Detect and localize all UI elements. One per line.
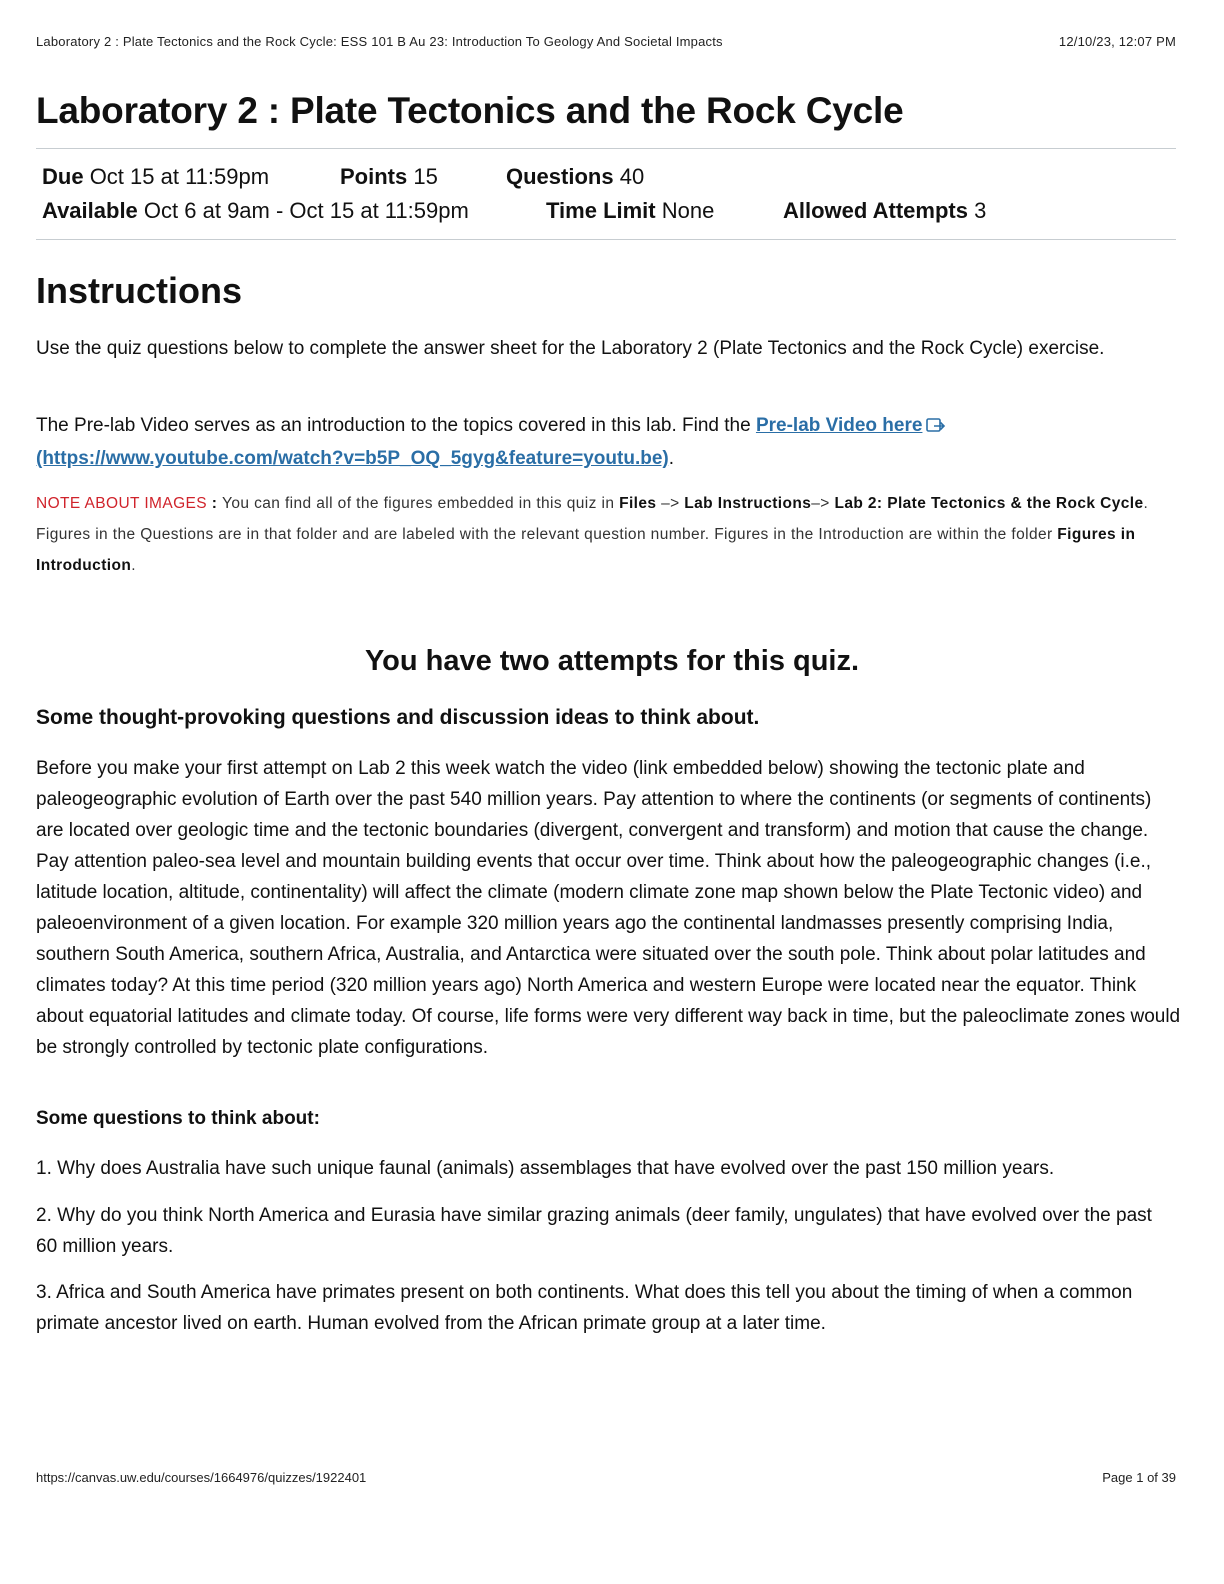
available-value: Oct 6 at 9am - Oct 15 at 11:59pm xyxy=(143,198,469,223)
question-1: 1. Why does Australia have such unique faunal (animals) assemblages that have evolved over the past 150 million years. xyxy=(36,1158,1055,1179)
print-header xyxy=(36,34,1176,49)
time-limit-value: None xyxy=(661,198,715,223)
note-end: . xyxy=(131,557,136,574)
note-arrow-2: –> xyxy=(811,495,835,512)
note-colon: : xyxy=(207,495,223,512)
instructions-paragraph-2 xyxy=(36,410,1176,474)
question-3: 3. Africa and South America have primates present on both continents. What does this tell you about the timing of when a common primate ancestor lived on earth. Human evolved from the African primate group at a later time. xyxy=(36,1282,1133,1334)
footer-url: https://canvas.uw.edu/courses/1664976/quizzes/1922401 xyxy=(36,1470,367,1485)
points-value: 15 xyxy=(413,164,438,189)
print-timestamp: 12/10/23, 12:07 PM xyxy=(1058,34,1176,49)
print-doc-title: Laboratory 2 : Plate Tectonics and the Rock Cycle: ESS 101 B Au 23: Introduction To Geology And Societal Impacts xyxy=(36,34,723,49)
note-folder: Lab 2: Plate Tectonics & the Rock Cycle xyxy=(834,495,1144,512)
available-label: Available xyxy=(42,198,138,223)
questions-info xyxy=(506,164,644,190)
note-about-images xyxy=(36,488,1176,581)
points-label: Points xyxy=(340,164,408,189)
prelab-text: The Pre-lab Video serves as an introduction to the topics covered in this lab. Find the xyxy=(36,415,756,436)
questions-label: Questions xyxy=(506,164,614,189)
divider-top xyxy=(36,148,1176,149)
page-number: Page 1 of 39 xyxy=(1102,1470,1176,1485)
print-footer xyxy=(36,1470,1176,1485)
instructions-paragraph-1: Use the quiz questions below to complete the answer sheet for the Laboratory 2 (Plate Tectonics and the Rock Cycle) exercise. xyxy=(36,338,1105,359)
body-paragraph: Before you make your first attempt on Lab 2 this week watch the video (link embedded below) showing the tectonic plate and paleogeographic evolution of Earth over the past 540 million years. Pay attention to where the continents (or segments of continents) are located over geologic time and the tectonic boundaries (divergent, convergent and transform) and motion that cause the change. Pay attention paleo-sea level and mountain building events that occur over time. Think about how the paleogeographic changes (i.e., latitude location, altitude, continentality) will affect the climate (modern climate zone map shown below the Plate Tectonic video) and paleoenvironment of a given location. For example 320 million years ago the continental landmasses presently comprising India, southern South America, southern Africa, Australia, and Antarctica were situated over the south pole. Think about polar latitudes and climates today? At this time period (320 million years ago) North America and western Europe were located near the equator. Think about equatorial latitudes and climate today. Of course, life forms were very different way back in time, but the paleoclimate zones would be strongly controlled by tectonic plate configurations. xyxy=(36,758,1181,1058)
note-text-1: You can find all of the figures embedded in this quiz in xyxy=(222,495,620,512)
page-title: Laboratory 2 : Plate Tectonics and the Rock Cycle xyxy=(36,90,904,131)
attempts-info xyxy=(783,198,986,224)
points-info xyxy=(340,164,438,190)
prelab-link-url[interactable]: (https://www.youtube.com/watch?v=b5P_OQ_5gyg&feature=youtu.be) xyxy=(36,448,669,469)
attempts-heading: You have two attempts for this quiz. xyxy=(364,645,860,677)
prelab-link-text[interactable]: Pre-lab Video here xyxy=(755,415,923,436)
note-arrow-1: –> xyxy=(656,495,685,512)
external-link-icon xyxy=(926,412,946,443)
due-value: Oct 15 at 11:59pm xyxy=(89,164,270,189)
attempts-value: 3 xyxy=(974,198,987,223)
prelab-suffix: . xyxy=(668,448,675,469)
available-info xyxy=(42,198,469,224)
instructions-heading: Instructions xyxy=(36,270,243,311)
time-limit-info xyxy=(546,198,714,224)
note-text-2: . Figures in the Questions are in that folder and are labeled with the relevant question number. Figures in the Introduction are within the folder xyxy=(36,495,1149,543)
note-label: NOTE ABOUT IMAGES xyxy=(36,495,208,512)
note-lab-instructions: Lab Instructions xyxy=(684,495,812,512)
time-limit-label: Time Limit xyxy=(546,198,656,223)
questions-to-think-label: Some questions to think about: xyxy=(36,1108,320,1129)
attempts-label: Allowed Attempts xyxy=(783,198,968,223)
questions-value: 40 xyxy=(619,164,645,189)
due-label: Due xyxy=(42,164,84,189)
question-2: 2. Why do you think North America and Eurasia have similar grazing animals (deer family, ungulates) that have evolved over the past 60 million years. xyxy=(36,1205,1152,1257)
note-files: Files xyxy=(619,495,657,512)
thought-heading: Some thought-provoking questions and discussion ideas to think about. xyxy=(36,706,760,729)
due-info xyxy=(42,164,269,190)
divider-bottom xyxy=(36,239,1176,240)
note-folder-2: Figures in Introduction xyxy=(36,526,1136,574)
